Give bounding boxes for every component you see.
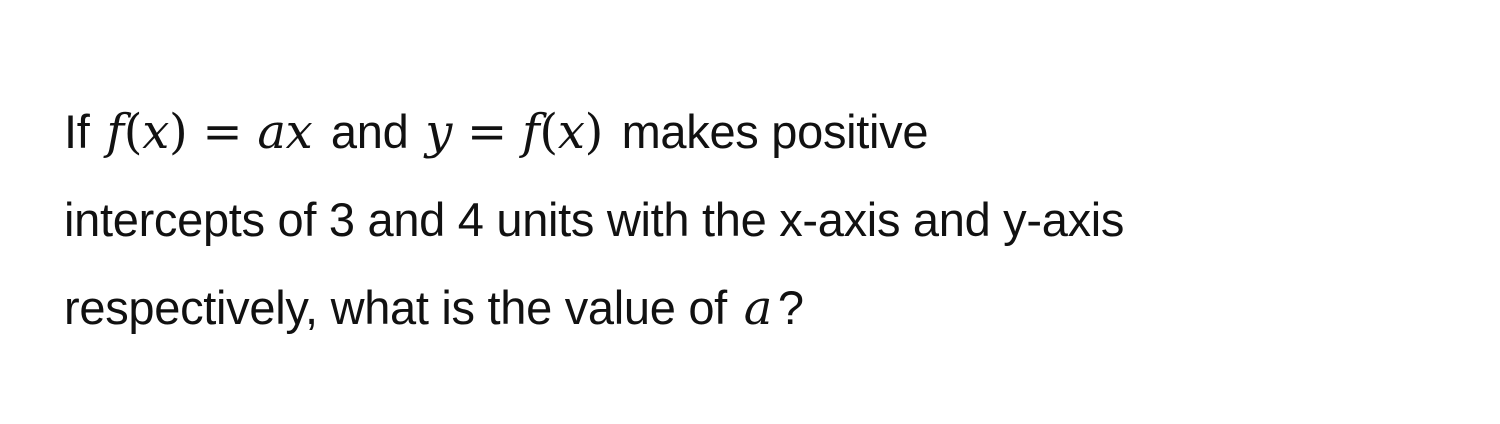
question-line-1	[64, 88, 1464, 176]
text-intercepts: intercepts of 3 and 4 units with the x-axis and y-axis	[64, 193, 1125, 246]
question-text	[64, 88, 1464, 352]
question-line-2	[64, 176, 1464, 264]
text-and: and	[330, 105, 409, 158]
math-a: a	[743, 280, 773, 336]
question-line-3	[64, 264, 1464, 352]
math-f-of-x-equals-ax: f(x) = ax	[106, 104, 313, 160]
text-question-mark: ?	[777, 281, 804, 334]
text-if: If	[64, 105, 90, 158]
text-respectively: respectively, what is the value of	[64, 281, 727, 334]
math-y-equals-f-of-x: y = f(x)	[425, 104, 604, 160]
text-makes-positive: makes positive	[621, 105, 929, 158]
